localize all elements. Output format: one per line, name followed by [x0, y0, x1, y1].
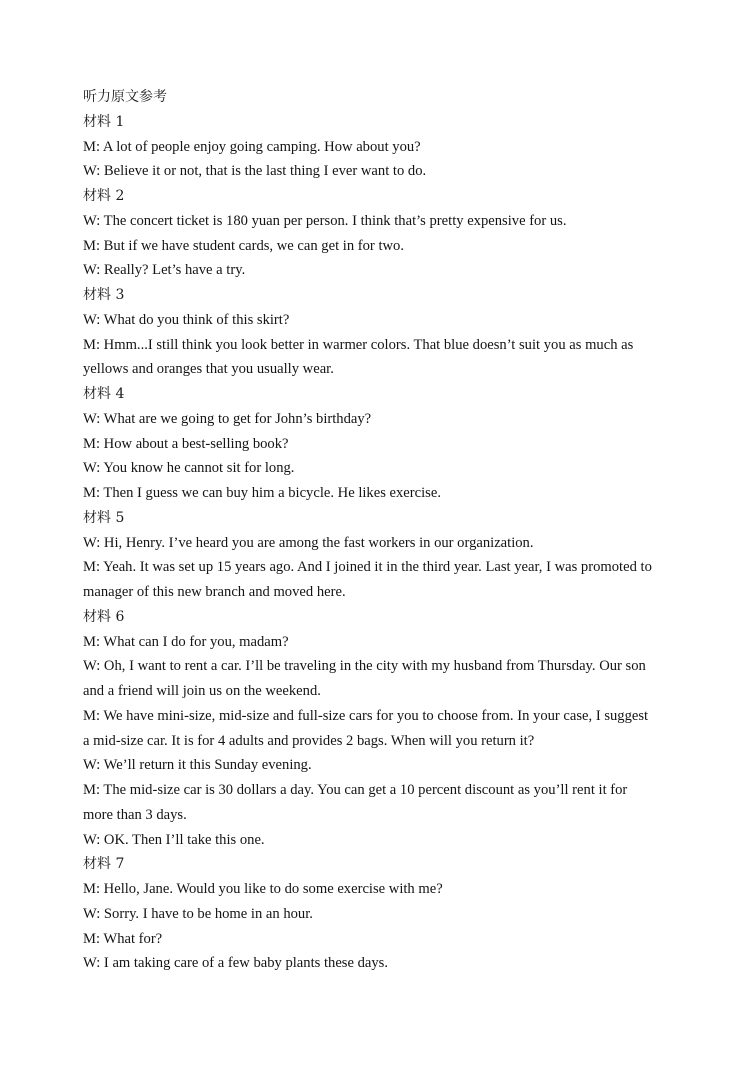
dialogue-line: M: How about a best-selling book?: [83, 435, 289, 452]
dialogue-line: M: What for?: [83, 930, 163, 947]
dialogue-line: W: What are we going to get for John’s birthday?: [83, 410, 372, 427]
dialogue-line: M: We have mini-size, mid-size and full-size cars for you to choose from. In your case, I suggest: [83, 707, 649, 724]
dialogue-line: M: Then I guess we can buy him a bicycle. He likes exercise.: [83, 485, 441, 501]
dialogue-line: M: Hmm...I still think you look better in warmer colors. That blue doesn’t suit you as much as: [83, 336, 634, 353]
section-heading-1: 材料 1: [83, 113, 125, 130]
section-heading-2: 材料 2: [83, 188, 125, 204]
dialogue-line: M: But if we have student cards, we can get in for two.: [83, 237, 404, 254]
dialogue-line-continuation: more than 3 days.: [83, 806, 187, 823]
dialogue-line: W: Really? Let’s have a try.: [83, 262, 246, 279]
section-heading-6: 材料 6: [83, 608, 125, 625]
dialogue-line: W: Oh, I want to rent a car. I’ll be traveling in the city with my husband from Thursday. Our son: [83, 658, 646, 675]
dialogue-line: W: OK. Then I’ll take this one.: [83, 831, 265, 848]
dialogue-line: W: The concert ticket is 180 yuan per person. I think that’s pretty expensive for us.: [83, 212, 567, 229]
dialogue-line-continuation: yellows and oranges that you usually wear.: [83, 361, 334, 378]
dialogue-line-continuation: and a friend will join us on the weekend.: [83, 683, 321, 699]
document-body: [83, 85, 683, 976]
section-heading-3: 材料 3: [83, 287, 125, 303]
dialogue-line-continuation: a mid-size car. It is for 4 adults and provides 2 bags. When will you return it?: [83, 732, 535, 749]
dialogue-line: M: A lot of people enjoy going camping. How about you?: [83, 138, 421, 155]
section-heading-5: 材料 5: [83, 509, 125, 526]
dialogue-line: M: The mid-size car is 30 dollars a day. You can get a 10 percent discount as you’ll rent it for: [83, 782, 628, 798]
dialogue-line: W: Hi, Henry. I’ve heard you are among the fast workers in our organization.: [83, 534, 534, 551]
dialogue-line: W: Believe it or not, that is the last thing I ever want to do.: [83, 163, 427, 180]
dialogue-line: W: You know he cannot sit for long.: [83, 460, 295, 477]
dialogue-line: M: Hello, Jane. Would you like to do some exercise with me?: [83, 881, 443, 897]
dialogue-line: M: What can I do for you, madam?: [83, 633, 289, 650]
dialogue-line: W: I am taking care of a few baby plants these days.: [83, 955, 389, 972]
section-heading-4: 材料 4: [83, 386, 125, 402]
document-title: 听力原文参考: [83, 89, 167, 105]
dialogue-line: W: Sorry. I have to be home in an hour.: [83, 905, 313, 922]
dialogue-line: W: What do you think of this skirt?: [83, 311, 290, 328]
dialogue-line: W: We’ll return it this Sunday evening.: [83, 757, 312, 774]
dialogue-line: M: Yeah. It was set up 15 years ago. And I joined it in the third year. Last year, I was promoted to: [83, 559, 652, 576]
section-heading-7: 材料 7: [83, 856, 125, 873]
dialogue-line-continuation: manager of this new branch and moved here.: [83, 584, 346, 600]
